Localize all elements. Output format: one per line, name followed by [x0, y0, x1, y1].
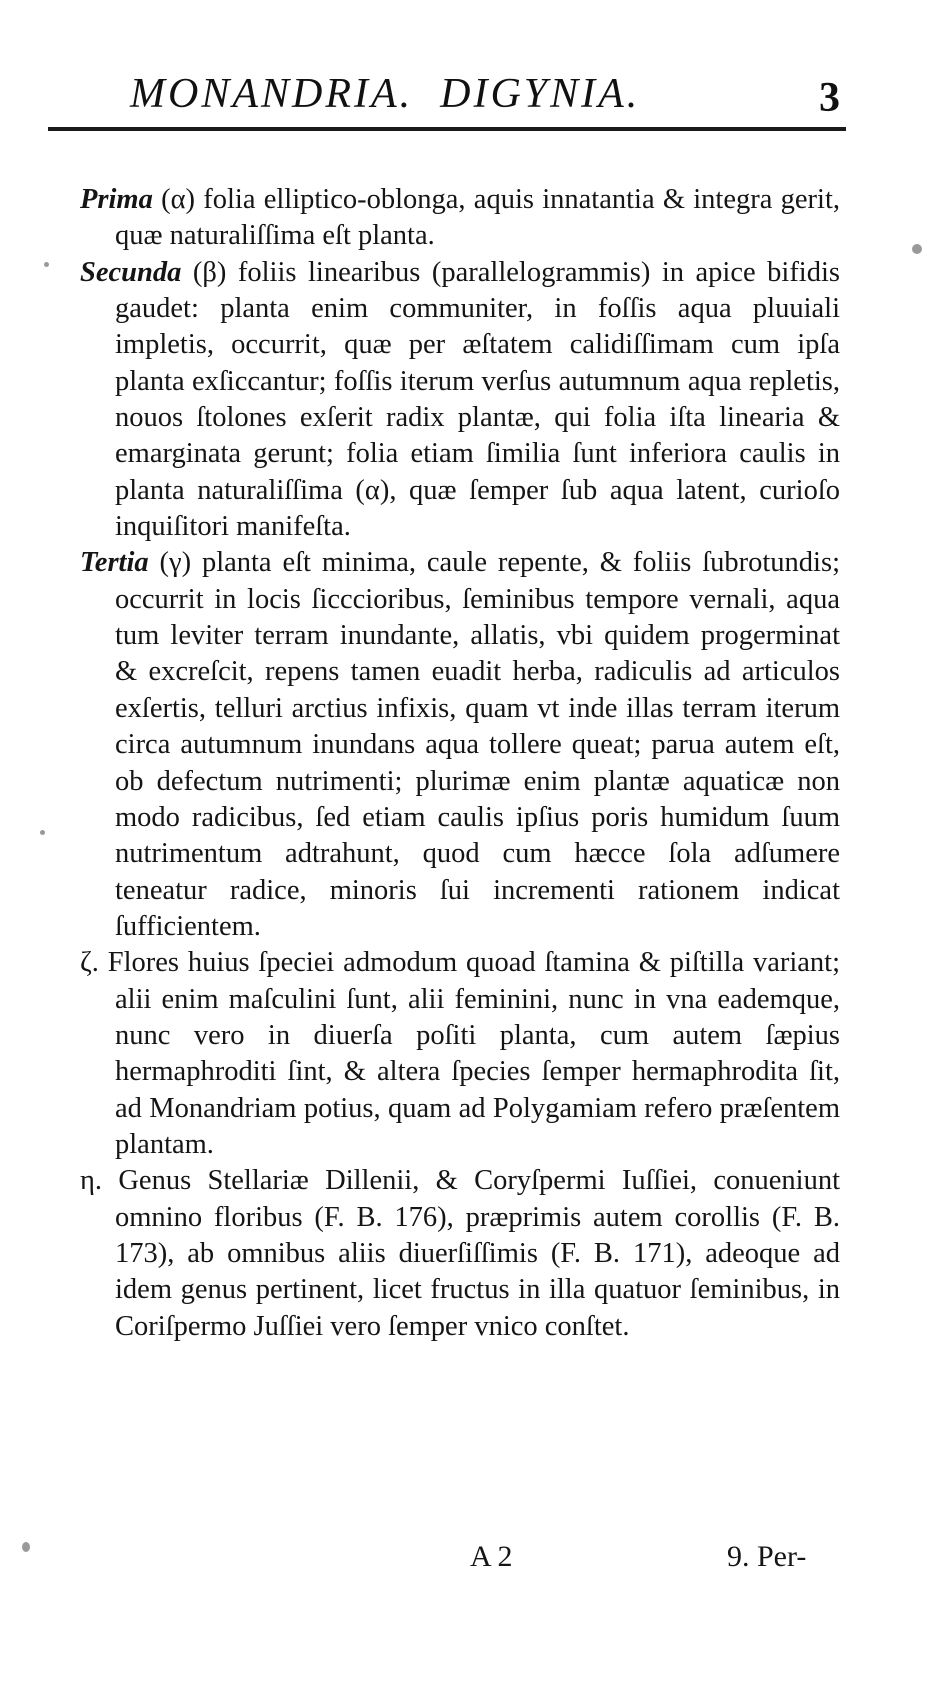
paragraph-tertia	[80, 545, 840, 945]
paragraph-secunda	[80, 255, 840, 546]
paragraph-text: (γ) planta eſt minima, caule repente, & foliis ſubrotundis; occurrit in locis ſicccioribus, ſeminibus tempore vernali, aqua tum leviter terram inundante, allatis, vbi quidem progerminat & excreſcit, repens tamen euadit herba, radiculis ad articulos exſertis, telluri arctius infixis, quam vt inde illas terram iterum circa autumnum inundans aqua tollere queat; parua autem eſt, ob defectum nutrimenti; plurimæ enim plantæ aquaticæ non modo radicibus, ſed etiam caulis ipſius poris humidum ſuum nutrimentum adtrahunt, quod cum hæcce ſola adſumere teneatur radice, minoris ſui incrementi rationem indicat ſufficientem.	[115, 547, 840, 942]
paragraph-number: η.	[80, 1165, 103, 1197]
paragraph-zeta	[80, 945, 840, 1163]
paragraph-prima	[80, 182, 840, 255]
paragraph-text: (α) folia elliptico-oblonga, aquis innatantia & integra gerit, quæ naturaliſſima eſt planta.	[115, 184, 840, 252]
paragraph-lead: Secunda	[80, 256, 182, 288]
page-footer	[0, 1540, 933, 1590]
paragraph-text: Flores huius ſpeciei admodum quoad ſtamina & piſtilla variant; alii enim maſculini ſunt, alii feminini, nunc in vna eademque, nunc vero in diuerſa poſiti planta, cum autem ſæpius hermaphroditi ſint, & altera ſpecies ſemper hermaphrodita ſit, ad Monandriam potius, quam ad Polygamiam refero præſentem plantam.	[98, 947, 840, 1160]
page-number: 3	[819, 75, 840, 121]
paragraph-lead: Tertia	[80, 547, 149, 579]
paragraph-text: Genus Stellariæ Dillenii, & Coryſpermi Iuſſiei, conueniunt omnino floribus (F. B. 176), præprimis autem corollis (F. B. 173), ab omnibus aliis diuerſiſſimis (F. B. 171), adeoque ad idem genus pertinent, licet fructus in illa quatuor ſeminibus, in Coriſpermo Juſſiei vero ſemper vnico conſtet.	[102, 1165, 840, 1342]
ink-speck	[912, 244, 922, 254]
catchword: 9. Per-	[727, 1540, 807, 1573]
header-rule	[48, 127, 846, 131]
ink-speck	[40, 830, 45, 835]
running-title: MONANDRIA. DIGYNIA.	[130, 71, 641, 117]
signature-mark: A 2	[470, 1540, 513, 1573]
paragraph-eta	[80, 1163, 840, 1345]
body-text	[80, 182, 840, 1345]
ink-speck	[22, 1542, 30, 1552]
running-header	[130, 70, 860, 126]
paragraph-lead: Prima	[80, 184, 153, 215]
paragraph-number: ζ.	[80, 947, 99, 979]
paragraph-text: (β) foliis linearibus (parallelogrammis) in apice bifidis gaudet: planta enim communiter, in foſſis aqua pluuiali impletis, occurrit, quæ per æſtatem calidiſſimam cum ipſa planta exſiccantur; foſſis iterum verſus autumnum aqua repletis, nouos ſtolones exſerit radix plantæ, qui folia iſta linearia & emarginata gerunt; folia etiam ſimilia ſunt inferiora caulis in planta naturaliſſima (α), quæ ſemper ſub aqua latent, curioſo inquiſitori manifeſta.	[115, 256, 840, 543]
ink-speck	[44, 262, 49, 267]
